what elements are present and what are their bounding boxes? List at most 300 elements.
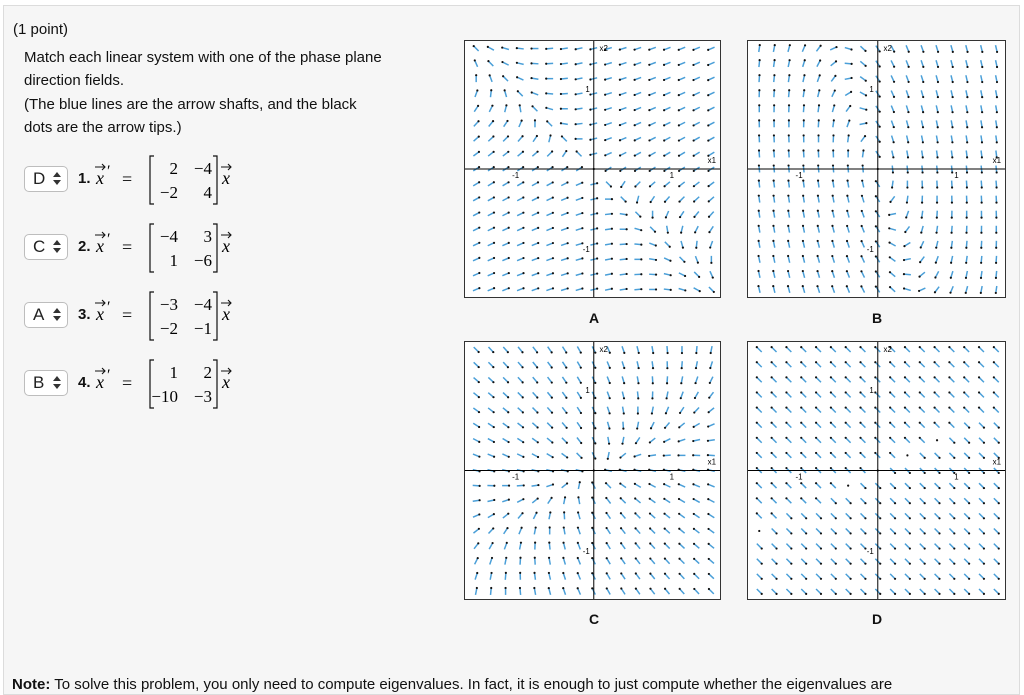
arrow-tip [892, 156, 894, 158]
arrow-tip [775, 578, 777, 580]
arrow-tip [664, 588, 666, 590]
arrow-tip [623, 367, 625, 369]
arrow-tip [640, 244, 642, 246]
arrow-tip [889, 422, 891, 424]
arrow-tip [506, 527, 508, 529]
arrow-tip [924, 593, 926, 595]
arrow-tip [933, 346, 935, 348]
arrow-tip [889, 361, 891, 363]
arrow-tip [772, 195, 774, 197]
arrow-tip [620, 587, 622, 589]
arrow-tip [966, 201, 968, 203]
arrow-tip [636, 427, 638, 429]
arrow-tip [663, 185, 665, 187]
arrow-tip [788, 89, 790, 91]
arrow-tip [622, 428, 624, 430]
arrow-tip [785, 346, 787, 348]
arrow-tip [493, 426, 495, 428]
arrow-tip [478, 211, 480, 213]
arrow-tip [692, 483, 694, 485]
arrow-tip [756, 422, 758, 424]
answer-select-1-value: D [33, 169, 46, 188]
arrow-tip [936, 201, 938, 203]
tick-label-y-pos1: 1 [585, 84, 590, 94]
arrow-tip [889, 286, 891, 288]
prime-mark: ′ [107, 231, 111, 248]
arrow-tip [968, 487, 970, 489]
tick-label-y-neg1: -1 [866, 546, 874, 556]
arrow-tip [575, 78, 577, 80]
arrow-tip [775, 532, 777, 534]
arrow-tip [692, 109, 694, 111]
axis-label-x2: x2 [883, 43, 892, 53]
arrow-tip [983, 593, 985, 595]
arrow-tip [692, 124, 694, 126]
arrow-tip [708, 216, 710, 218]
arrow-tip [493, 257, 495, 259]
arrow-tip [698, 276, 700, 278]
arrow-tip [756, 406, 758, 408]
arrow-tip [508, 287, 510, 289]
arrow-tip [785, 497, 787, 499]
axis-label-x2: x2 [599, 43, 608, 53]
arrow-tip [909, 563, 911, 565]
arrow-tip [604, 109, 606, 111]
arrow-tip [492, 396, 494, 398]
arrow-tip [575, 123, 577, 125]
arrow-tip [545, 92, 547, 94]
arrow-tip [879, 126, 881, 128]
arrow-tip [707, 454, 709, 456]
arrow-tip [611, 258, 613, 260]
axis-label-x1: x1 [992, 156, 1002, 166]
arrow-tip [589, 139, 591, 141]
arrow-tip [774, 44, 776, 46]
arrow-tip [875, 210, 877, 212]
arrow-tip [667, 352, 669, 354]
arrow-tip [708, 231, 710, 233]
arrow-tip [785, 482, 787, 484]
arrow-tip [948, 422, 950, 424]
matrix-bracket-right [213, 292, 217, 340]
arrow-tip [594, 352, 596, 354]
arrow-tip [508, 485, 510, 487]
tick-label-y-pos1: 1 [585, 386, 590, 396]
arrow-tip [536, 135, 538, 137]
arrow-tip [619, 456, 621, 458]
arrow-tip [581, 272, 583, 274]
arrow-tip [889, 201, 891, 203]
equals-sign: = [122, 237, 133, 257]
arrow-tip [537, 181, 539, 183]
arrow-tip [708, 573, 710, 575]
arrow-tip [903, 287, 905, 289]
arrow-tip [678, 109, 680, 111]
arrow-tip [966, 171, 968, 173]
arrow-tip [909, 517, 911, 519]
arrow-tip [609, 382, 611, 384]
arrow-tip [648, 79, 650, 81]
arrow-tip [761, 578, 763, 580]
arrow-tip [815, 406, 817, 408]
arrow-tip [589, 78, 591, 80]
arrow-tip [666, 397, 668, 399]
hint-line-1: (The blue lines are the arrow shafts, and the black [24, 96, 357, 113]
matrix-bracket-left [150, 224, 154, 272]
arrow-tip [566, 166, 568, 168]
equals-sign: = [122, 373, 133, 393]
arrow-tip [567, 272, 569, 274]
arrow-tip [919, 346, 921, 348]
arrow-tip [859, 376, 861, 378]
arrow-tip [875, 180, 877, 182]
arrow-tip [708, 588, 710, 590]
arrow-tip [953, 532, 955, 534]
arrow-tip [577, 511, 579, 513]
arrow-tip [531, 91, 533, 93]
arrow-tip [904, 437, 906, 439]
arrow-tip [785, 391, 787, 393]
arrow-tip [663, 454, 665, 456]
arrow-tip [620, 542, 622, 544]
arrow-tip [501, 61, 503, 63]
arrow-tip [531, 105, 533, 107]
arrow-tip [607, 458, 609, 460]
arrow-tip [666, 382, 668, 384]
arrow-tip [623, 397, 625, 399]
arrow-tip [521, 527, 523, 529]
matrix-entry: −10 [151, 387, 178, 406]
arrow-tip [758, 164, 760, 166]
arrow-tip [567, 287, 569, 289]
arrow-tip [670, 289, 672, 291]
arrow-tip [606, 527, 608, 529]
note-label: Note: [12, 676, 51, 693]
arrow-tip [606, 557, 608, 559]
arrow-tip [951, 156, 953, 158]
arrow-tip [623, 412, 625, 414]
arrow-tip [966, 51, 968, 53]
arrow-tip [608, 427, 610, 429]
arrow-tip [951, 126, 953, 128]
arrow-tip [678, 558, 680, 560]
arrow-tip [968, 578, 970, 580]
arrow-tip [756, 391, 758, 393]
arrow-tip [950, 232, 952, 234]
arrow-tip [820, 563, 822, 565]
arrow-tip [565, 366, 567, 368]
arrow-tip [580, 382, 582, 384]
arrow-tip [566, 197, 568, 199]
arrow-tip [537, 196, 539, 198]
arrow-tip [879, 50, 881, 52]
arrow-tip [761, 563, 763, 565]
arrow-tip [864, 135, 866, 137]
arrow-tip [492, 527, 494, 529]
arrow-tip [663, 49, 665, 51]
arrow-tip [907, 141, 909, 143]
arrow-tip [633, 455, 635, 457]
matrix-bracket-right [213, 156, 217, 204]
arrow-tip [968, 563, 970, 565]
arrow-tip [522, 242, 524, 244]
arrow-tip [952, 81, 954, 83]
arrow-tip [594, 382, 596, 384]
arrow-tip [860, 270, 862, 272]
arrow-tip [604, 170, 606, 172]
arrow-tip [850, 517, 852, 519]
arrow-tip [785, 406, 787, 408]
arrow-tip [560, 48, 562, 50]
arrow-tip [846, 180, 848, 182]
arrow-tip [995, 277, 997, 279]
arrow-tip [596, 182, 598, 184]
arrow-tip [492, 381, 494, 383]
arrow-tip [575, 108, 577, 110]
arrow-tip [775, 593, 777, 595]
arrow-tip [487, 60, 489, 62]
tick-label-y-neg1: -1 [582, 546, 590, 556]
arrow-tip [522, 212, 524, 214]
arrow-tip [815, 482, 817, 484]
arrow-tip [983, 547, 985, 549]
direction-field-a [464, 40, 721, 298]
arrow-tip [889, 406, 891, 408]
arrow-tip [996, 96, 998, 98]
arrow-tip [771, 437, 773, 439]
arrow-tip [835, 578, 837, 580]
tick-label-x-neg1: -1 [512, 472, 520, 482]
arrow-tip [522, 166, 524, 168]
arrow-tip [864, 50, 866, 52]
arrow-tip [859, 467, 861, 469]
arrow-tip [894, 502, 896, 504]
arrow-tip [493, 456, 495, 458]
note-line [12, 676, 892, 693]
arrow-tip [906, 186, 908, 188]
arrow-tip [919, 376, 921, 378]
arrow-tip [773, 149, 775, 151]
arrow-tip [508, 257, 510, 259]
arrow-tip [580, 442, 582, 444]
arrow-tip [817, 240, 819, 242]
answer-select-3-value: A [33, 305, 45, 324]
arrow-tip [983, 532, 985, 534]
arrow-tip [772, 225, 774, 227]
arrow-tip [649, 512, 651, 514]
arrow-tip [875, 285, 877, 287]
arrow-tip [980, 217, 982, 219]
arrow-tip [637, 382, 639, 384]
arrow-tip [966, 111, 968, 113]
arrow-tip [634, 527, 636, 529]
arrow-tip [560, 122, 562, 124]
arrow-tip [493, 166, 495, 168]
arrow-tip [552, 287, 554, 289]
arrow-tip [995, 262, 997, 264]
arrow-tip [609, 397, 611, 399]
arrow-tip [565, 150, 567, 152]
arrow-tip [805, 578, 807, 580]
arrow-tip [818, 89, 820, 91]
arrow-tip [537, 456, 539, 458]
arrow-tip [537, 484, 539, 486]
system-number-4: 4. [78, 374, 91, 391]
arrow-tip [879, 156, 881, 158]
arrow-tip [669, 260, 671, 262]
arrow-tip [953, 517, 955, 519]
arrow-tip [996, 141, 998, 143]
arrow-tip [845, 452, 847, 454]
arrow-tip [922, 126, 924, 128]
arrow-tip [713, 291, 715, 293]
arrow-tip [937, 141, 939, 143]
arrow-tip [980, 247, 982, 249]
arrow-tip [477, 542, 479, 544]
arrow-tip [772, 255, 774, 257]
arrow-tip [682, 247, 684, 249]
arrow-tip [591, 572, 593, 574]
arrow-tip [473, 45, 475, 47]
arrow-tip [953, 487, 955, 489]
arrow-tip [981, 156, 983, 158]
arrow-tip [981, 186, 983, 188]
arrow-tip [904, 346, 906, 348]
arrow-tip [650, 201, 652, 203]
arrow-tip [862, 149, 864, 151]
arrow-tip [508, 499, 510, 501]
arrow-tip [758, 74, 760, 76]
arrow-tip [520, 542, 522, 544]
arrow-tip [479, 485, 481, 487]
arrow-tip [802, 210, 804, 212]
arrow-tip [693, 155, 695, 157]
arrow-tip [663, 94, 665, 96]
arrow-tip [922, 156, 924, 158]
arrow-tip [551, 412, 553, 414]
arrow-tip [759, 44, 761, 46]
arrow-tip [950, 277, 952, 279]
arrow-tip [995, 201, 997, 203]
arrow-tip [758, 225, 760, 227]
arrow-tip [551, 427, 553, 429]
arrow-tip [605, 512, 607, 514]
arrow-tip [938, 547, 940, 549]
arrow-tip [707, 440, 709, 442]
variable-x: x [222, 372, 230, 392]
arrow-tip [565, 397, 567, 399]
answer-select-4-value: B [33, 373, 45, 392]
arrow-tip [802, 225, 804, 227]
answer-select-4[interactable] [24, 370, 68, 396]
arrow-tip [591, 557, 593, 559]
arrow-tip [664, 573, 666, 575]
arrow-tip [909, 547, 911, 549]
arrow-tip [845, 422, 847, 424]
arrow-tip [893, 81, 895, 83]
arrow-tip [507, 411, 509, 413]
arrow-tip [664, 427, 666, 429]
arrow-tip [874, 452, 876, 454]
arrow-tip [478, 287, 480, 289]
arrow-tip [663, 513, 665, 515]
arrow-tip [493, 287, 495, 289]
arrow-tip [507, 166, 509, 168]
arrow-tip [908, 51, 910, 53]
arrow-tip [490, 587, 492, 589]
arrow-tip [830, 376, 832, 378]
arrow-tip [894, 593, 896, 595]
arrow-tip [934, 276, 936, 278]
arrow-tip [479, 499, 481, 501]
arrow-tip [874, 346, 876, 348]
arrow-tip [888, 214, 890, 216]
arrow-tip [505, 572, 507, 574]
arrow-tip [663, 64, 665, 66]
arrow-tip [903, 259, 905, 261]
arrow-tip [788, 104, 790, 106]
arrow-tip [865, 65, 867, 67]
arrow-tip [522, 181, 524, 183]
answer-select-2[interactable] [24, 234, 68, 260]
arrow-tip [865, 94, 867, 96]
arrow-tip [921, 186, 923, 188]
arrow-tip [850, 91, 852, 93]
arrow-tip [708, 200, 710, 202]
arrow-tip [522, 396, 524, 398]
arrow-tip [577, 572, 579, 574]
arrow-tip [620, 527, 622, 529]
arrow-tip [771, 346, 773, 348]
arrow-tip [874, 391, 876, 393]
arrow-tip [575, 63, 577, 65]
arrow-tip [577, 527, 579, 529]
arrow-tip [933, 422, 935, 424]
points-label: (1 point) [13, 21, 69, 38]
arrow-tip [649, 573, 651, 575]
arrow-tip [596, 227, 598, 229]
arrow-tip [549, 511, 551, 513]
arrow-tip [758, 530, 760, 532]
arrow-tip [785, 437, 787, 439]
arrow-tip [951, 186, 953, 188]
arrow-tip [968, 502, 970, 504]
arrow-tip [693, 216, 695, 218]
arrow-tip [861, 180, 863, 182]
arrow-tip [922, 111, 924, 113]
arrow-tip [504, 89, 506, 91]
arrow-tip [596, 257, 598, 259]
arrow-tip [859, 391, 861, 393]
arrow-tip [758, 119, 760, 121]
arrow-tip [611, 228, 613, 230]
arrow-tip [648, 155, 650, 157]
arrow-tip [952, 51, 954, 53]
arrow-tip [639, 216, 641, 218]
answer-select-3[interactable] [24, 302, 68, 328]
arrow-tip [980, 292, 982, 294]
arrow-tip [534, 557, 536, 559]
arrow-tip [909, 472, 911, 474]
axis-label-x2: x2 [883, 344, 892, 354]
answer-select-2-value: C [33, 237, 46, 256]
arrow-tip [579, 481, 581, 483]
answer-select-1[interactable] [24, 166, 68, 192]
arrow-tip [904, 422, 906, 424]
arrow-tip [655, 244, 657, 246]
arrow-tip [708, 543, 710, 545]
arrow-tip [489, 74, 491, 76]
